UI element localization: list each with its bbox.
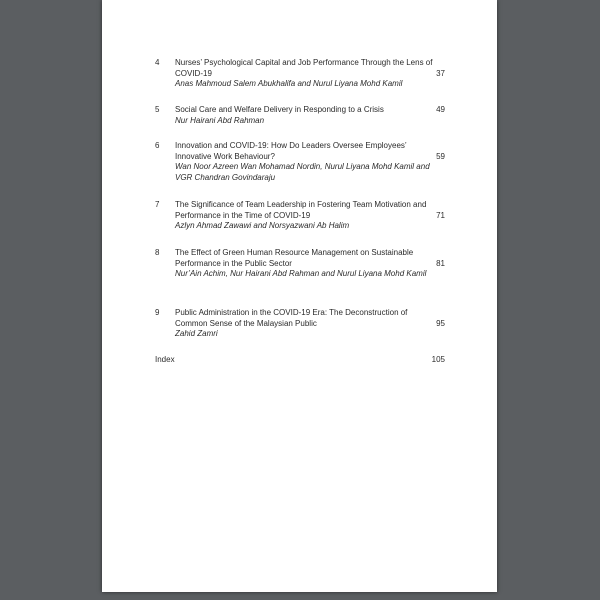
document-page — [102, 0, 497, 592]
index-label[interactable]: Index — [155, 355, 175, 364]
chapter-title: Social Care and Welfare Delivery in Responding to a Crisis — [175, 105, 384, 114]
chapter-title: Nurses’ Psychological Capital and Job Performance Through the Lens of COVID-19 — [175, 58, 433, 78]
chapter-page-number: 37 — [436, 69, 445, 78]
chapter-title: The Effect of Green Human Resource Management on Sustainable Performance in the Public Sector — [175, 248, 414, 268]
chapter-page-number: 81 — [436, 259, 445, 268]
chapter-authors: Zahid Zamri — [175, 329, 218, 338]
chapter-number: 9 — [155, 308, 160, 317]
chapter-title: Innovation and COVID-19: How Do Leaders Oversee Employees’ Innovative Work Behaviour? — [175, 141, 407, 161]
chapter-authors: Nur Hairani Abd Rahman — [175, 115, 265, 125]
chapter-authors: Wan Noor Azreen Wan Mohamad Nordin, Nurul Liyana Mohd Kamil and VGR Chandran Govindaraju — [175, 162, 430, 182]
chapter-authors: Azlyn Ahmad Zawawi and Norsyazwani Ab Halim — [175, 221, 350, 230]
chapter-authors: Nur’Ain Achim, Nur Hairani Abd Rahman and Nurul Liyana Mohd Kamil — [175, 269, 427, 278]
chapter-title: The Significance of Team Leadership in Fostering Team Motivation and Performance in the Time of COVID-19 — [175, 200, 427, 220]
chapter-page-number: 59 — [436, 152, 445, 161]
index-page-number: 105 — [431, 355, 445, 364]
chapter-page-number: 49 — [436, 105, 445, 114]
chapter-number: 8 — [155, 248, 160, 257]
chapter-page-number: 95 — [436, 319, 445, 328]
chapter-number: 7 — [155, 200, 160, 209]
chapter-title: Public Administration in the COVID-19 Era: The Deconstruction of Common Sense of the Malaysian Public — [175, 308, 408, 328]
chapter-authors: Anas Mahmoud Salem Abukhalifa and Nurul Liyana Mohd Kamil — [175, 79, 403, 88]
chapter-number: 5 — [155, 105, 160, 114]
chapter-number: 6 — [155, 141, 160, 150]
chapter-number: 4 — [155, 58, 160, 67]
chapter-page-number: 71 — [436, 211, 445, 220]
